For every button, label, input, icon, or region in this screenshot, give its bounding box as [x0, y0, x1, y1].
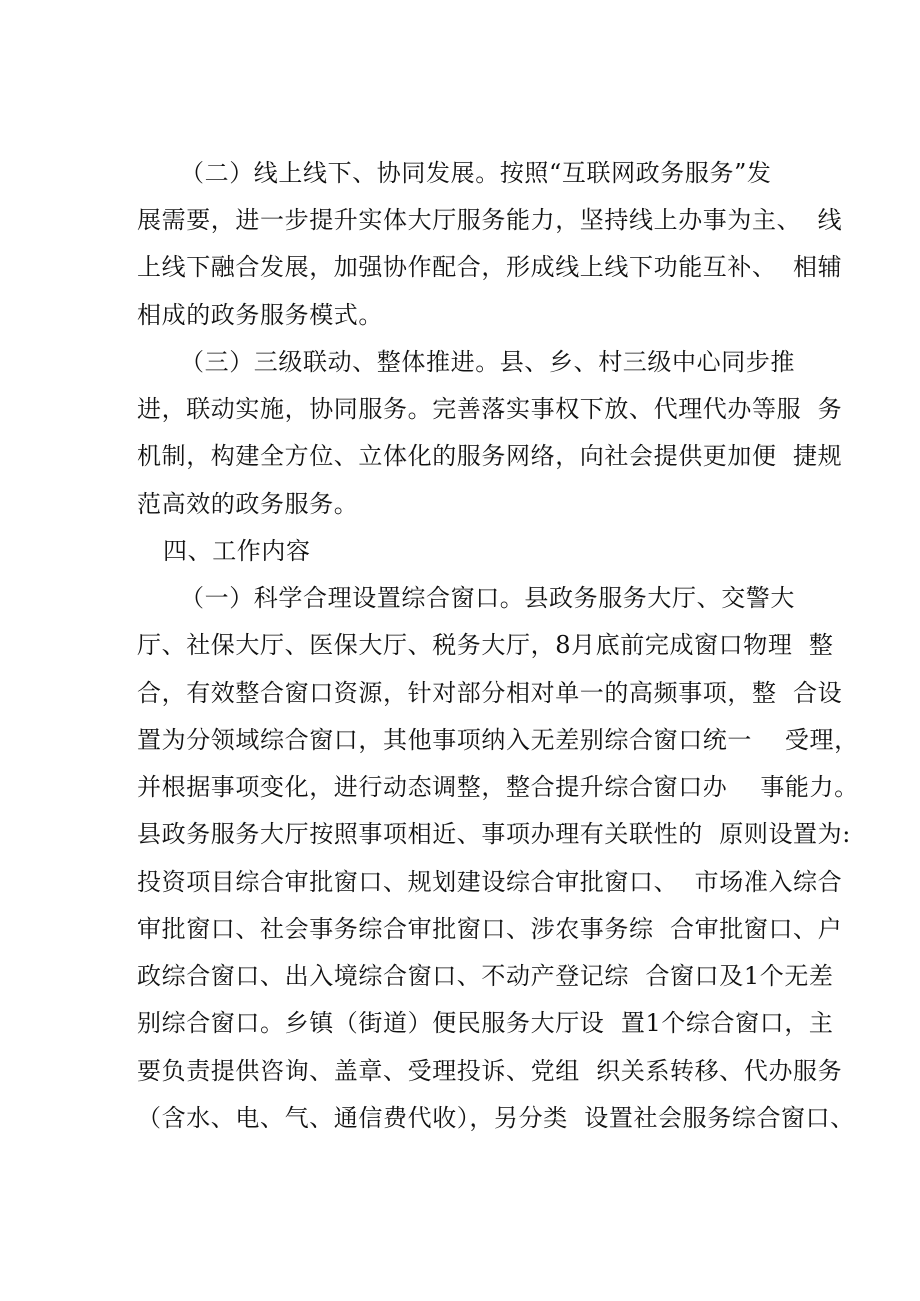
section-para-line-2: 厅、社保大厅、医保大厅、税务大厅，8月底前完成窗口物理 整 — [137, 631, 834, 659]
paragraph-3-line-2: 进，联动实施，协同服务。完善落实事权下放、代理代办等服 务 — [137, 395, 843, 423]
paragraph-3-line-3: 机制，构建全方位、立体化的服务网络，向社会提供更加便 捷规 — [137, 442, 843, 470]
paragraph-3-line-1: （三）三级联动、整体推进。县、乡、村三级中心同步推 — [180, 348, 795, 376]
paragraph-2-line-3: 上线下融合发展，加强协作配合，形成线上线下功能互补、 相辅 — [137, 253, 843, 281]
section-para-line-9: 政综合窗口、出入境综合窗口、不动产登记综 合窗口及1个无差 — [137, 962, 834, 990]
paragraph-2-line-4: 相成的政务服务模式。 — [137, 301, 383, 329]
section-para-line-1: （一）科学合理设置综合窗口。县政务服务大厅、交警大 — [180, 584, 795, 612]
section-para-line-12: （含水、电、气、通信费代收），另分类 设置社会服务综合窗口、 — [137, 1104, 855, 1132]
section-para-line-7: 投资项目综合审批窗口、规划建设综合审批窗口、 市场准入综合 — [137, 868, 843, 896]
section-heading: 四、工作内容 — [163, 537, 311, 565]
paragraph-3-line-4: 范高效的政务服务。 — [137, 490, 359, 518]
section-para-line-6: 县政务服务大厅按照事项相近、事项办理有关联性的 原则设置为: — [137, 820, 851, 848]
section-para-line-4: 置为分领域综合窗口，其他事项纳入无差别综合窗口统一 受理， — [137, 726, 859, 754]
paragraph-2-line-1: （二）线上线下、协同发展。按照“互联网政务服务”发 — [180, 159, 772, 187]
section-para-line-10: 别综合窗口。乡镇（街道）便民服务大厅设 置1个综合窗口，主 — [137, 1009, 834, 1037]
section-para-line-3: 合，有效整合窗口资源，针对部分相对单一的高频事项，整 合设 — [137, 679, 843, 707]
section-para-line-5: 并根据事项变化，进行动态调整，整合提升综合窗口办 事能力。 — [137, 773, 859, 801]
paragraph-2-line-2: 展需要，进一步提升实体大厅服务能力，坚持线上办事为主、 线 — [137, 206, 843, 234]
section-para-line-8: 审批窗口、社会事务综合审批窗口、涉农事务综 合审批窗口、户 — [137, 915, 843, 943]
section-para-line-11: 要负责提供咨询、盖章、受理投诉、党组 织关系转移、代办服务 — [137, 1057, 843, 1085]
